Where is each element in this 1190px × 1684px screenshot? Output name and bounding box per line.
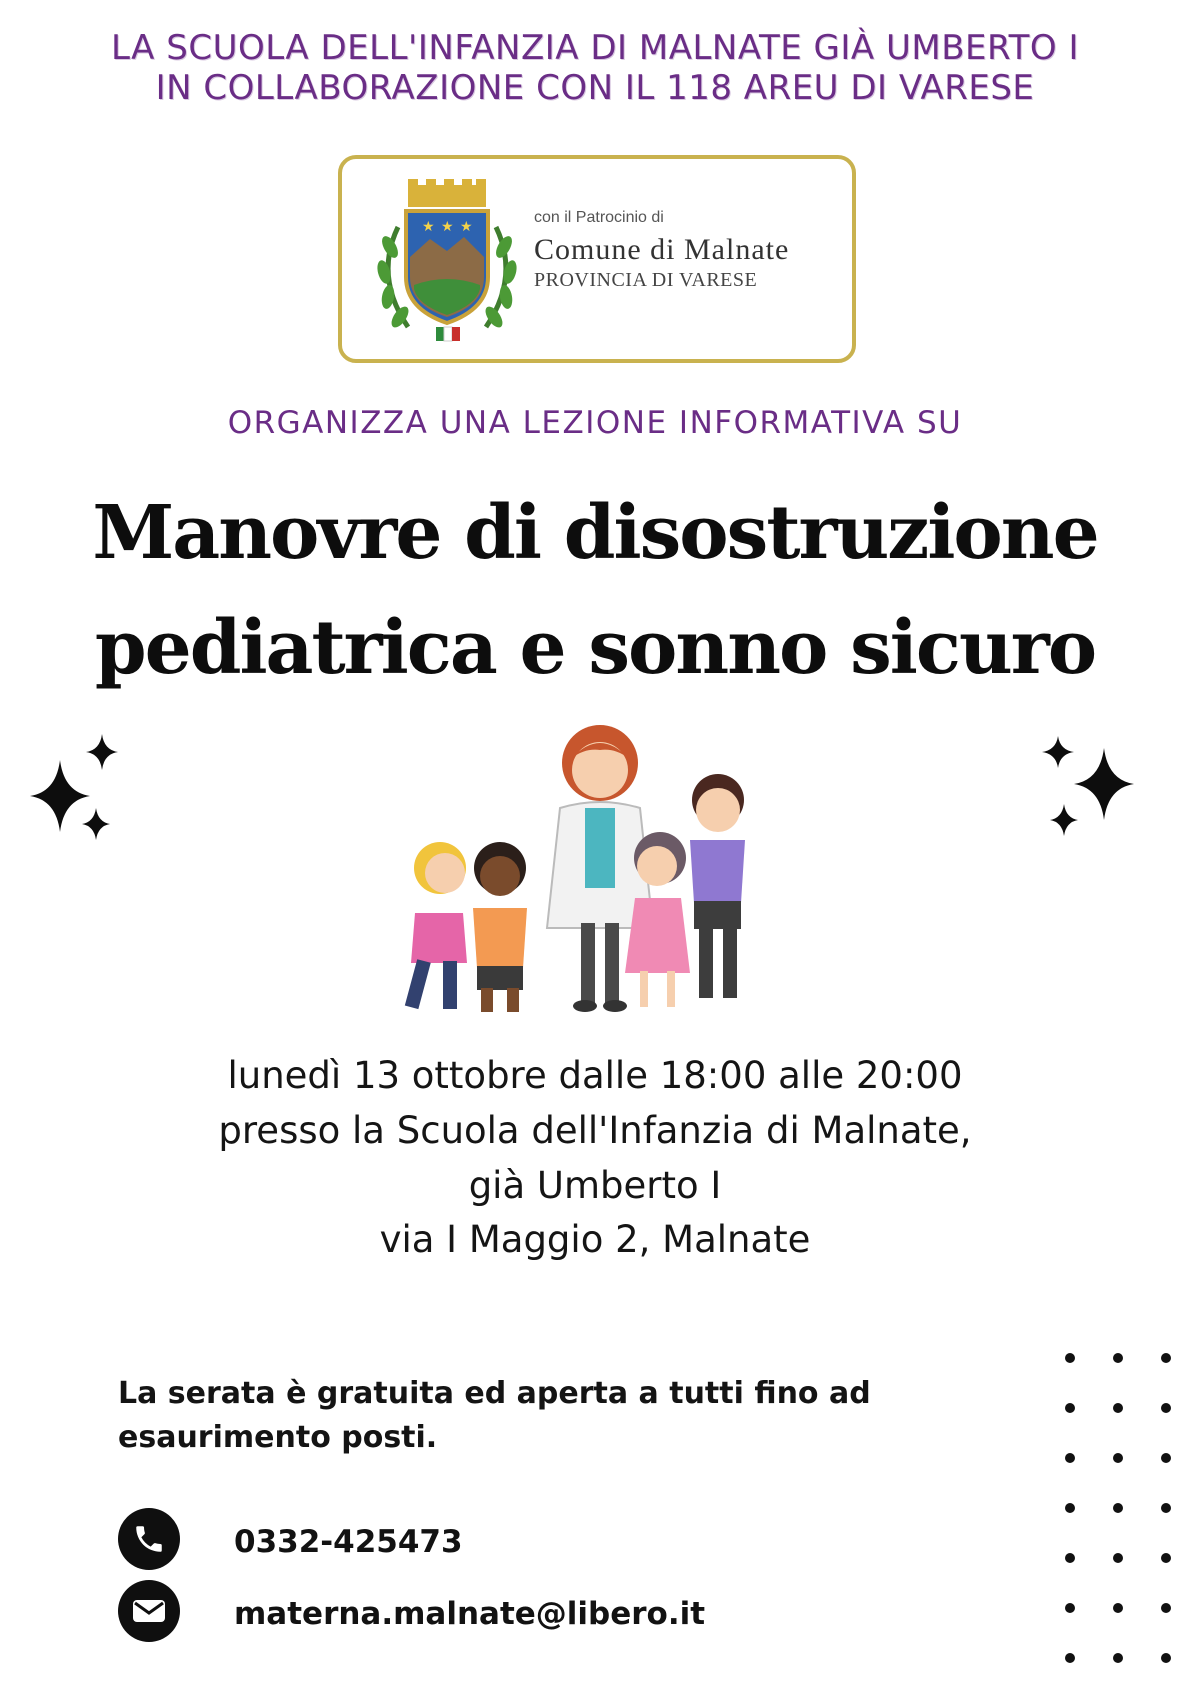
envelope-icon — [118, 1580, 180, 1642]
event-venue-line-2: già Umberto I — [468, 1164, 722, 1207]
sparkles-icon — [1040, 730, 1135, 850]
subheading: ORGANIZZA UNA LEZIONE INFORMATIVA SU — [227, 405, 963, 441]
svg-text:★: ★ — [422, 219, 435, 235]
event-venue-line-1: presso la Scuola dell'Infanzia di Malnate, — [218, 1109, 972, 1152]
email-address[interactable]: materna.malnate@libero.it — [234, 1596, 706, 1632]
event-address: via I Maggio 2, Malnate — [379, 1218, 811, 1261]
svg-text:★: ★ — [460, 219, 473, 235]
provincia-name: PROVINCIA DI VARESE — [534, 269, 758, 291]
svg-text:★: ★ — [441, 219, 454, 235]
sparkles-icon — [28, 730, 123, 850]
dot-grid-decoration — [1060, 1352, 1180, 1672]
title-line-2: pediatrica e sonno sicuro — [94, 605, 1096, 691]
doctor-children-illustration — [385, 718, 805, 1033]
patronage-intro: con il Patrocinio di — [534, 209, 664, 226]
comune-name: Comune di Malnate — [534, 233, 790, 266]
patronage-box — [338, 155, 856, 363]
free-entry-note: La serata è gratuita ed aperta a tutti fino ad esaurimento posti. — [118, 1376, 871, 1455]
patronage-text — [534, 209, 789, 292]
event-date-time: lunedì 13 ottobre dalle 18:00 alle 20:00 — [227, 1054, 963, 1097]
title-line-1: Manovre di disostruzione — [92, 490, 1098, 576]
phone-icon — [118, 1508, 180, 1570]
phone-number[interactable]: 0332-425473 — [234, 1524, 463, 1560]
header-line-2: IN COLLABORAZIONE CON IL 118 AREU DI VARESE — [155, 68, 1035, 108]
coat-of-arms-emblem — [368, 177, 526, 347]
header-line-1: LA SCUOLA DELL'INFANZIA DI MALNATE GIÀ UMBERTO I — [110, 28, 1080, 68]
